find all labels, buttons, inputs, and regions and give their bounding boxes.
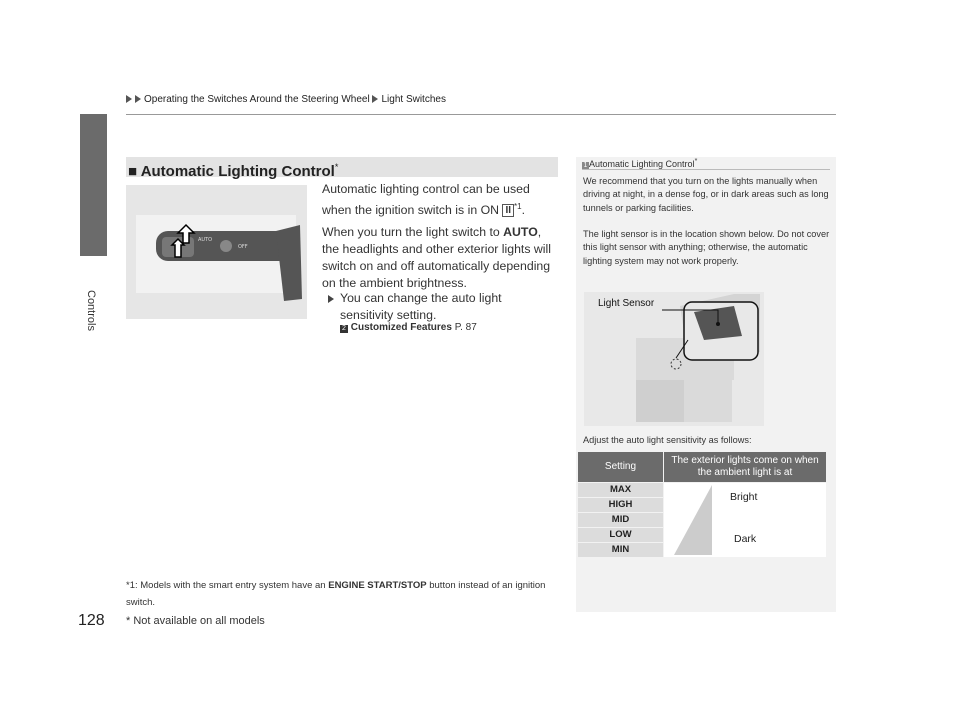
intro-end: . <box>521 203 525 218</box>
dark-label: Dark <box>734 533 757 545</box>
level-mid: MID <box>578 513 663 527</box>
level-low: LOW <box>578 528 663 542</box>
light-sensor-figure <box>584 292 764 426</box>
footnote-ref: *1 <box>514 202 522 211</box>
xref-page[interactable]: P. 87 <box>454 322 477 333</box>
xref-label[interactable]: Customized Features <box>350 322 452 333</box>
table-header-condition: The exterior lights come on when the ambient light is at <box>664 452 826 482</box>
light-sensor-illustration <box>584 292 764 426</box>
footnote-2: * Not available on all models <box>126 615 265 627</box>
page-number: 128 <box>78 612 105 629</box>
sensitivity-text: You can change the auto light sensitivity setting. <box>340 291 502 322</box>
chapter-label: Controls <box>85 290 97 331</box>
auto-keyword: AUTO <box>503 225 538 239</box>
section-title: Automatic Lighting Control <box>140 163 335 180</box>
chapter-tab <box>80 114 107 256</box>
panel-divider <box>582 169 830 170</box>
intro-paragraph <box>322 181 558 219</box>
section-heading <box>126 157 558 180</box>
light-switch-figure <box>126 185 307 319</box>
cross-reference[interactable] <box>340 322 477 333</box>
availability-marker: * <box>334 162 339 172</box>
table-header-setting: Setting <box>578 452 663 482</box>
sensor-label: Light Sensor <box>598 298 655 309</box>
reference-icon: 2 <box>340 325 348 333</box>
level-high: HIGH <box>578 498 663 512</box>
reference-icon: 1 <box>583 162 588 169</box>
panel-title-marker: * <box>694 158 698 165</box>
header-rule <box>126 114 836 115</box>
adjust-instruction: Adjust the auto light sensitivity as follows: <box>583 435 752 445</box>
brightness-gradient-wedge <box>672 485 712 555</box>
sensitivity-note <box>340 290 558 324</box>
auto-text-start: When you turn the light switch to <box>322 225 504 239</box>
heading-square-icon: ■ <box>128 163 138 180</box>
panel-title-text: Automatic Lighting Control <box>589 159 695 169</box>
arrow-icon <box>126 95 132 103</box>
footnote-bold: ENGINE START/STOP <box>328 580 427 591</box>
bullet-arrow-icon <box>328 290 337 307</box>
arrow-icon <box>372 95 378 103</box>
footnote-1 <box>126 577 558 611</box>
light-switch-illustration <box>126 185 307 319</box>
breadcrumb <box>126 94 446 105</box>
sensitivity-table <box>578 452 826 558</box>
breadcrumb-item: Light Switches <box>381 94 446 105</box>
level-min: MIN <box>578 543 663 557</box>
panel-paragraph-2: The light sensor is in the location shown below. Do not cover this light sensor with anything; otherwise, the automatic lighting system may not work properly. <box>583 229 830 266</box>
footnote-text-end: button instead of an ignition switch. <box>126 580 546 608</box>
ignition-key-symbol: II <box>502 204 514 217</box>
bright-label: Bright <box>730 491 758 503</box>
breadcrumb-item: Operating the Switches Around the Steering Wheel <box>144 94 370 105</box>
level-max: MAX <box>578 483 663 497</box>
footnote-text: *1: Models with the smart entry system have an <box>126 580 329 591</box>
auto-paragraph <box>322 224 558 292</box>
arrow-icon <box>135 95 141 103</box>
switch-off-label: OFF <box>238 244 248 250</box>
intro-text: Automatic lighting control can be used when the ignition switch is in ON <box>322 182 530 218</box>
panel-paragraph-1: We recommend that you turn on the lights manually when driving at night, in a dense fog, or in dark areas such as long tunnels or parking facilities. <box>583 176 829 213</box>
auto-text-end: , the headlights and other exterior lights will switch on and off automatically depending on the ambient brightness. <box>322 225 551 290</box>
switch-auto-label: AUTO <box>198 237 213 243</box>
brightness-cell <box>664 483 826 557</box>
